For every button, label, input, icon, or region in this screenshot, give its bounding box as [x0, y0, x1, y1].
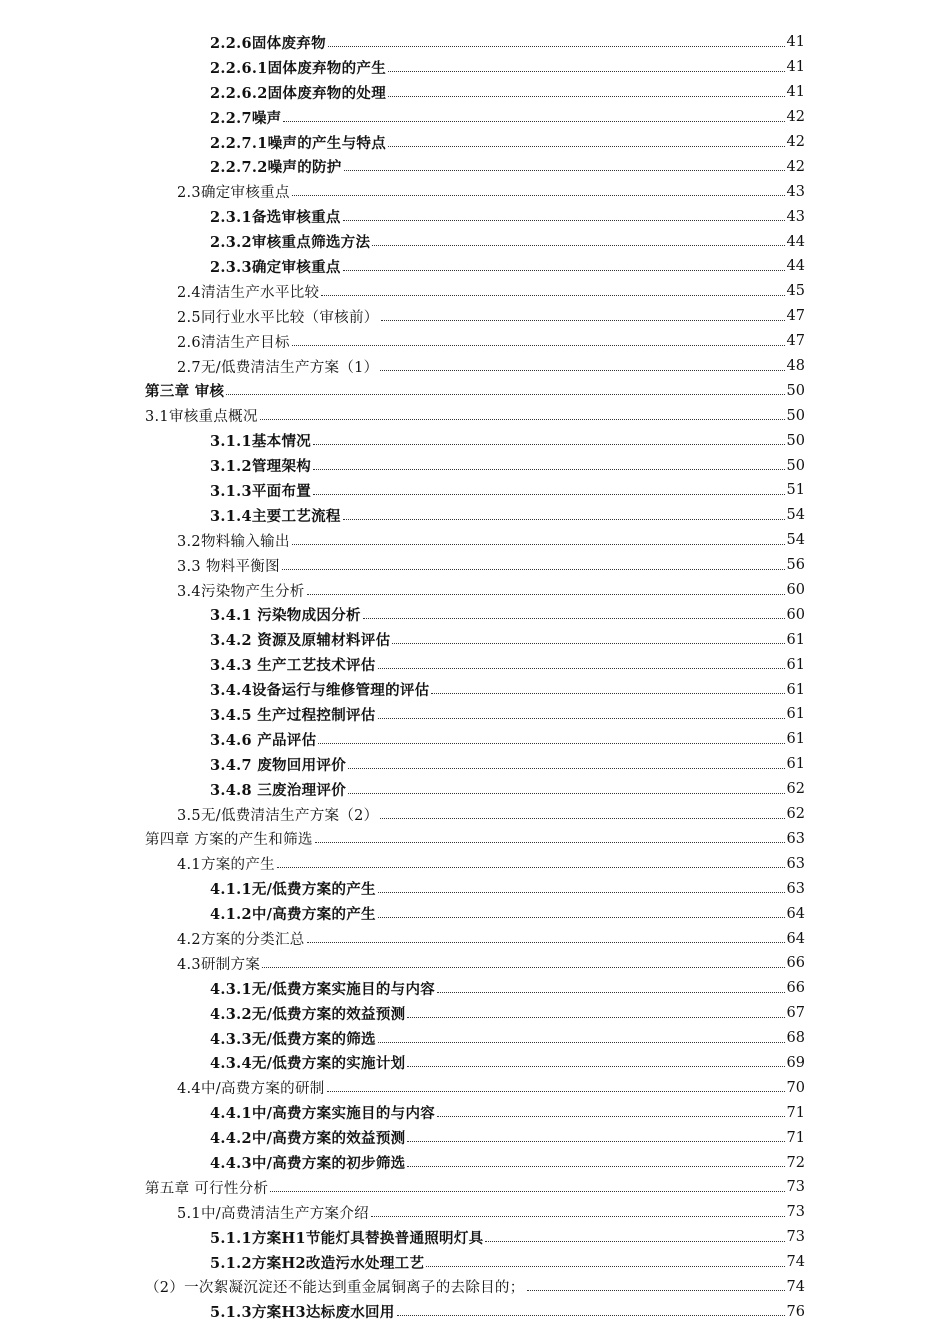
toc-entry-title: 4.4.3中/高费方案的初步筛选	[210, 1155, 406, 1173]
toc-entry[interactable]	[0, 428, 950, 453]
dot-leader	[437, 992, 784, 993]
toc-entry[interactable]	[0, 926, 950, 951]
toc-entry[interactable]	[0, 1299, 950, 1324]
toc-entry-page-number: 70	[786, 1079, 805, 1096]
toc-entry[interactable]	[0, 1200, 950, 1225]
toc-entry-page-number: 51	[786, 482, 805, 499]
toc-entry-page-number: 64	[786, 905, 805, 922]
toc-entry-page-number: 47	[786, 333, 805, 350]
dot-leader	[372, 245, 784, 246]
toc-entry-page-number: 61	[786, 756, 805, 773]
toc-entry-page-number: 72	[786, 1154, 805, 1171]
dot-leader	[407, 1066, 784, 1067]
toc-entry-page-number: 43	[786, 183, 805, 200]
toc-entry-title: 2.5同行业水平比较（审核前）	[177, 309, 379, 326]
dot-leader	[381, 320, 785, 321]
dot-leader	[363, 618, 785, 619]
toc-entry[interactable]	[0, 453, 950, 478]
toc-entry-title: 3.4.6 产品评估	[210, 731, 317, 749]
toc-entry[interactable]	[0, 951, 950, 976]
dot-leader	[348, 793, 785, 794]
toc-entry-page-number: 64	[786, 930, 805, 947]
toc-entry-title: 3.4.5 生产过程控制评估	[210, 706, 376, 724]
dot-leader	[380, 818, 784, 819]
toc-entry[interactable]	[0, 1150, 950, 1175]
dot-leader	[437, 1116, 784, 1117]
toc-entry-page-number: 66	[786, 980, 805, 997]
toc-entry-title: 2.6清洁生产目标	[177, 334, 290, 351]
dot-leader	[380, 370, 784, 371]
toc-entry[interactable]	[0, 528, 950, 553]
dot-leader	[260, 419, 785, 420]
toc-entry-title: 5.1.3方案H3达标废水回用	[210, 1304, 395, 1322]
toc-entry-title: 2.3确定审核重点	[177, 185, 290, 202]
toc-entry-page-number: 66	[786, 955, 805, 972]
toc-entry-page-number: 56	[786, 557, 805, 574]
toc-entry-page-number: 62	[786, 806, 805, 823]
toc-entry-title: 3.1.3平面布置	[210, 482, 312, 500]
toc-entry[interactable]	[0, 279, 950, 304]
toc-entry[interactable]	[0, 378, 950, 403]
toc-entry-title: 5.1.1方案H1节能灯具替换普通照明灯具	[210, 1229, 484, 1247]
toc-entry-page-number: 50	[786, 432, 805, 449]
toc-entry[interactable]	[0, 752, 950, 777]
toc-entry-title: 3.4污染物产生分析	[177, 583, 305, 600]
toc-entry-page-number: 44	[786, 233, 805, 250]
toc-entry-page-number: 69	[786, 1054, 805, 1071]
dot-leader	[378, 892, 785, 893]
dot-leader	[292, 544, 785, 545]
toc-entry-title: 3.4.7 废物回用评价	[210, 756, 347, 774]
toc-entry-title: 2.2.7噪声	[210, 109, 282, 127]
toc-entry-page-number: 60	[786, 606, 805, 623]
dot-leader	[307, 594, 785, 595]
toc-entry-title: 2.4清洁生产水平比较	[177, 284, 320, 301]
toc-entry-title: 4.1.1无/低费方案的产生	[210, 881, 376, 899]
dot-leader	[321, 295, 784, 296]
toc-entry-page-number: 41	[786, 34, 805, 51]
dot-leader	[277, 867, 785, 868]
dot-leader	[262, 967, 784, 968]
toc-entry[interactable]	[0, 304, 950, 329]
toc-entry[interactable]	[0, 1100, 950, 1125]
dot-leader	[318, 743, 784, 744]
table-of-contents	[0, 30, 950, 1324]
dot-leader	[388, 96, 785, 97]
dot-leader	[378, 1042, 785, 1043]
toc-entry-page-number: 61	[786, 706, 805, 723]
toc-entry-title: 4.4中/高费方案的研制	[177, 1081, 325, 1098]
toc-entry[interactable]	[0, 976, 950, 1001]
toc-entry[interactable]	[0, 802, 950, 827]
dot-leader	[371, 1216, 785, 1217]
toc-entry-page-number: 42	[786, 158, 805, 175]
toc-entry-title: 第四章 方案的产生和筛选	[145, 832, 313, 849]
toc-entry-page-number: 61	[786, 731, 805, 748]
toc-entry-title: 2.2.7.2噪声的防护	[210, 159, 342, 177]
dot-leader	[348, 768, 785, 769]
toc-entry-title: 2.2.6.1固体废弃物的产生	[210, 59, 386, 77]
toc-entry[interactable]	[0, 901, 950, 926]
toc-entry-page-number: 41	[786, 84, 805, 101]
toc-entry-page-number: 61	[786, 656, 805, 673]
toc-entry-page-number: 67	[786, 1005, 805, 1022]
toc-entry-title: 3.4.1 污染物成因分析	[210, 607, 361, 625]
toc-entry[interactable]	[0, 1175, 950, 1200]
toc-entry-page-number: 74	[786, 1254, 805, 1271]
toc-entry-page-number: 44	[786, 258, 805, 275]
toc-entry-title: 第五章 可行性分析	[145, 1180, 269, 1197]
toc-entry-page-number: 61	[786, 681, 805, 698]
toc-entry[interactable]	[0, 55, 950, 80]
toc-entry-title: 3.4.2 资源及原辅材料评估	[210, 632, 391, 650]
toc-entry-page-number: 73	[786, 1229, 805, 1246]
toc-entry[interactable]	[0, 851, 950, 876]
toc-entry-page-number: 48	[786, 358, 805, 375]
dot-leader	[328, 46, 785, 47]
toc-entry-title: 3.3 物料平衡图	[177, 558, 280, 575]
toc-entry[interactable]	[0, 503, 950, 528]
toc-entry-page-number: 73	[786, 1204, 805, 1221]
toc-entry-page-number: 43	[786, 208, 805, 225]
toc-entry-title: 3.4.8 三废治理评价	[210, 781, 347, 799]
toc-entry-page-number: 45	[786, 283, 805, 300]
toc-entry-page-number: 50	[786, 382, 805, 399]
toc-entry-title: 2.2.6固体废弃物	[210, 34, 326, 52]
toc-entry-page-number: 42	[786, 109, 805, 126]
dot-leader	[378, 917, 785, 918]
toc-entry-title: 4.3.2无/低费方案的效益预测	[210, 1005, 406, 1023]
toc-entry-title: 3.1.1基本情况	[210, 433, 312, 451]
toc-entry-title: 3.1.2管理架构	[210, 458, 312, 476]
dot-leader	[283, 121, 784, 122]
toc-entry[interactable]	[0, 179, 950, 204]
toc-entry-title: 2.7无/低费清洁生产方案（1）	[177, 359, 379, 376]
toc-entry[interactable]	[0, 702, 950, 727]
dot-leader	[407, 1141, 784, 1142]
toc-entry-title: 第三章 审核	[145, 383, 225, 401]
dot-leader	[343, 519, 785, 520]
toc-entry-page-number: 76	[786, 1303, 805, 1320]
dot-leader	[307, 942, 785, 943]
toc-entry-title: 3.4.3 生产工艺技术评估	[210, 657, 376, 675]
toc-entry[interactable]	[0, 1275, 950, 1300]
toc-entry-title: 3.1审核重点概况	[145, 409, 258, 426]
toc-entry-page-number: 42	[786, 134, 805, 150]
toc-entry[interactable]	[0, 105, 950, 130]
toc-entry[interactable]	[0, 1075, 950, 1100]
toc-entry[interactable]	[0, 329, 950, 354]
toc-entry[interactable]	[0, 80, 950, 105]
toc-entry[interactable]	[0, 727, 950, 752]
toc-entry[interactable]	[0, 627, 950, 652]
toc-entry[interactable]	[0, 204, 950, 229]
toc-entry[interactable]	[0, 827, 950, 852]
toc-entry-title: 2.2.6.2固体废弃物的处理	[210, 84, 386, 102]
toc-entry[interactable]	[0, 876, 950, 901]
toc-entry[interactable]	[0, 1051, 950, 1076]
toc-entry-title: 4.1.2中/高费方案的产生	[210, 906, 376, 924]
dot-leader	[226, 394, 784, 395]
toc-entry-page-number: 63	[786, 830, 805, 847]
toc-entry-title: 3.5无/低费清洁生产方案（2）	[177, 807, 379, 824]
toc-entry-page-number: 54	[786, 507, 805, 524]
toc-entry[interactable]	[0, 602, 950, 627]
dot-leader	[407, 1017, 784, 1018]
toc-entry[interactable]	[0, 1125, 950, 1150]
toc-entry[interactable]	[0, 677, 950, 702]
dot-leader	[313, 444, 784, 445]
toc-entry[interactable]	[0, 154, 950, 179]
dot-leader	[388, 146, 785, 147]
dot-leader	[313, 469, 784, 470]
dot-leader	[343, 220, 785, 221]
toc-entry-title: 5.1.2方案H2改造污水处理工艺	[210, 1254, 425, 1272]
dot-leader	[344, 170, 785, 171]
toc-entry-title: 4.2方案的分类汇总	[177, 932, 305, 948]
toc-entry[interactable]	[0, 652, 950, 677]
toc-entry-title: 4.3.4无/低费方案的实施计划	[210, 1055, 406, 1073]
toc-entry[interactable]	[0, 354, 950, 379]
toc-entry-title: 3.2物料输入输出	[177, 533, 290, 550]
toc-entry-title: 4.3研制方案	[177, 956, 261, 973]
toc-entry-title: 4.1方案的产生	[177, 857, 275, 874]
dot-leader	[388, 71, 785, 72]
toc-entry-page-number: 61	[786, 631, 805, 648]
dot-leader	[431, 693, 784, 694]
toc-entry-page-number: 68	[786, 1030, 805, 1047]
dot-leader	[292, 345, 785, 346]
toc-entry-page-number: 41	[786, 59, 805, 76]
dot-leader	[378, 718, 785, 719]
dot-leader	[270, 1191, 784, 1192]
toc-entry[interactable]	[0, 229, 950, 254]
toc-entry-page-number: 50	[786, 457, 805, 474]
toc-entry-page-number: 73	[786, 1179, 805, 1196]
toc-entry-title: （2）一次絮凝沉淀还不能达到重金属铜离子的去除目的；	[145, 1280, 525, 1297]
dot-leader	[397, 1315, 785, 1316]
dot-leader	[292, 195, 785, 196]
toc-entry[interactable]	[0, 403, 950, 428]
toc-entry[interactable]	[0, 130, 950, 155]
toc-entry-title: 2.2.7.1噪声的产生与特点	[210, 134, 386, 152]
toc-entry-title: 2.3.3确定审核重点	[210, 258, 341, 276]
toc-entry-title: 2.3.2审核重点筛选方法	[210, 234, 371, 252]
dot-leader	[392, 643, 784, 644]
dot-leader	[343, 270, 785, 271]
toc-entry-title: 4.4.1中/高费方案实施目的与内容	[210, 1105, 436, 1123]
toc-entry-title: 4.3.3无/低费方案的筛选	[210, 1030, 376, 1048]
toc-entry-title: 3.4.4设备运行与维修管理的评估	[210, 682, 430, 700]
toc-entry-page-number: 63	[786, 880, 805, 897]
toc-entry-page-number: 60	[786, 582, 805, 599]
toc-entry[interactable]	[0, 578, 950, 603]
dot-leader	[485, 1241, 784, 1242]
toc-entry-page-number: 71	[786, 1129, 805, 1146]
dot-leader	[327, 1091, 785, 1092]
toc-entry-page-number: 50	[786, 407, 805, 424]
toc-entry[interactable]	[0, 30, 950, 55]
toc-entry[interactable]	[0, 777, 950, 802]
dot-leader	[426, 1266, 784, 1267]
toc-entry-title: 2.3.1备选审核重点	[210, 209, 341, 227]
dot-leader	[378, 668, 785, 669]
toc-entry-page-number: 71	[786, 1104, 805, 1121]
toc-entry[interactable]	[0, 553, 950, 578]
toc-entry-page-number: 63	[786, 855, 805, 872]
toc-entry-page-number: 47	[786, 308, 805, 325]
toc-entry[interactable]	[0, 1001, 950, 1026]
dot-leader	[527, 1290, 785, 1291]
toc-entry[interactable]	[0, 254, 950, 279]
toc-entry-title: 3.1.4主要工艺流程	[210, 507, 341, 525]
toc-entry-page-number: 62	[786, 781, 805, 798]
dot-leader	[407, 1166, 784, 1167]
toc-entry-title: 4.4.2中/高费方案的效益预测	[210, 1130, 406, 1148]
toc-entry-page-number: 74	[786, 1278, 805, 1295]
toc-entry[interactable]	[0, 478, 950, 503]
toc-entry[interactable]	[0, 1026, 950, 1051]
toc-entry[interactable]	[0, 1225, 950, 1250]
toc-entry-page-number: 54	[786, 532, 805, 549]
toc-entry[interactable]	[0, 1250, 950, 1275]
dot-leader	[313, 494, 784, 495]
dot-leader	[315, 842, 785, 843]
toc-entry-title: 4.3.1无/低费方案实施目的与内容	[210, 980, 436, 998]
toc-entry-title: 5.1中/高费清洁生产方案介绍	[177, 1205, 369, 1222]
dot-leader	[282, 569, 785, 570]
